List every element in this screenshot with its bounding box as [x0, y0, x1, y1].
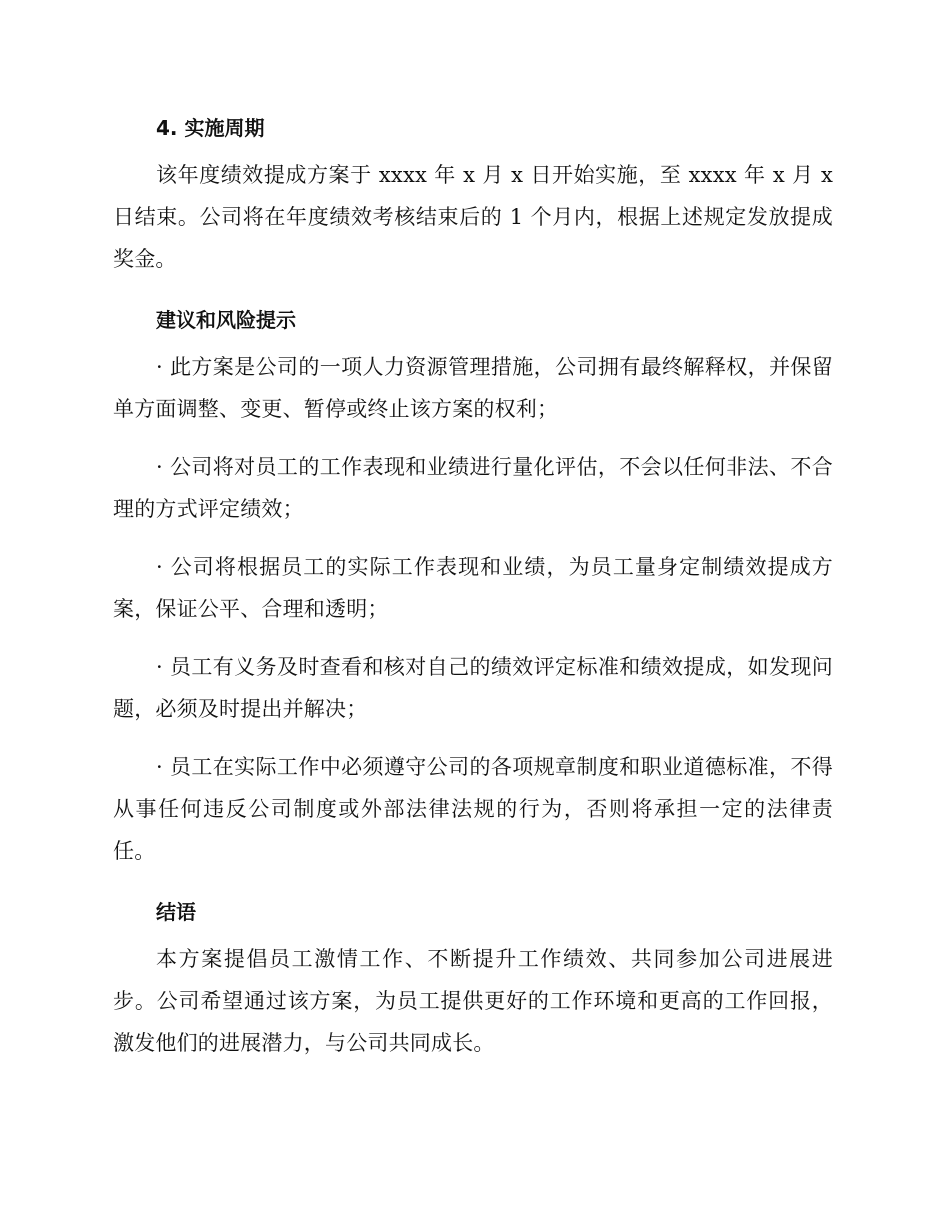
conclusion-paragraph: 本方案提倡员工激情工作、不断提升工作绩效、共同参加公司进展进步。公司希望通过该方案，为员工提供更好的工作环境和更高的工作回报，激发他们的进展潜力，与公司共同成长。 — [113, 947, 833, 1055]
risk-item: · 员工在实际工作中必须遵守公司的各项规章制度和职业道德标准，不得从事任何违反公司制度或外部法律法规的行为，否则将承担一定的法律责任。 — [113, 755, 833, 863]
section-heading-risk: 建议和风险提示 — [156, 308, 296, 332]
risk-item: · 公司将根据员工的实际工作表现和业绩，为员工量身定制绩效提成方案，保证公平、合理和透明； — [113, 555, 833, 621]
risk-item: · 员工有义务及时查看和核对自己的绩效评定标准和绩效提成，如发现问题，必须及时提出并解决； — [113, 655, 833, 721]
document-content — [113, 108, 833, 1080]
period-paragraph: 该年度绩效提成方案于 xxxx 年 x 月 x 日开始实施，至 xxxx 年 x 月 x 日结束。公司将在年度绩效考核结束后的 1 个月内，根据上述规定发放提成奖金。 — [113, 163, 833, 271]
risk-item: · 此方案是公司的一项人力资源管理措施，公司拥有最终解释权，并保留单方面调整、变更、暂停或终止该方案的权利； — [113, 355, 833, 421]
section-heading-conclusion: 结语 — [156, 900, 196, 924]
section-heading-period: 4. 实施周期 — [156, 116, 265, 140]
risk-item: · 公司将对员工的工作表现和业绩进行量化评估，不会以任何非法、不合理的方式评定绩效； — [113, 455, 833, 521]
